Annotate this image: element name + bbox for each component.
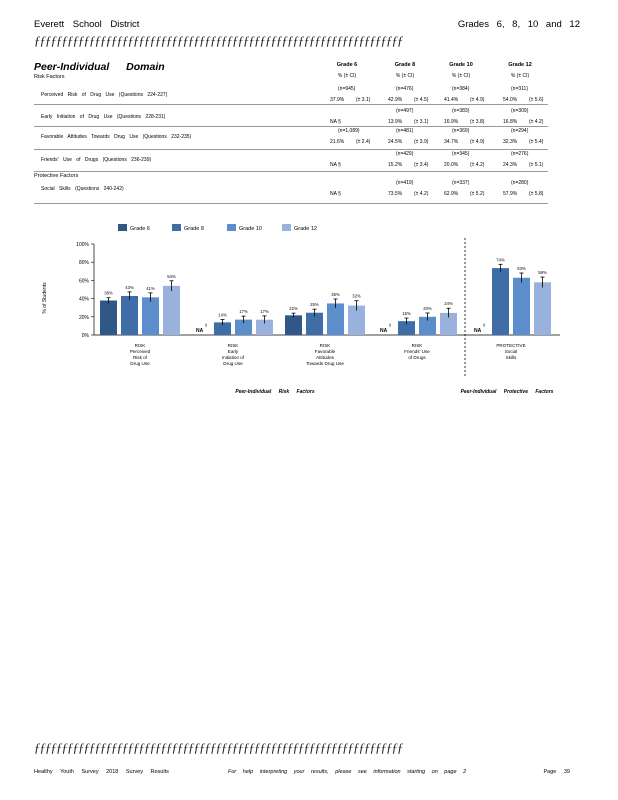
col-grade-12: Grade 12	[508, 62, 532, 68]
cell-n: (n=419)	[396, 180, 414, 186]
cell-n: (n=276)	[511, 151, 529, 157]
legend-swatch	[282, 224, 291, 231]
col-grade-10: Grade 10	[449, 62, 473, 68]
row-label: Perceived Risk of Drug Use (Questions 224-227)	[41, 92, 168, 98]
category-label: Favorable	[314, 349, 336, 354]
legend-label: Grade 10	[239, 226, 262, 232]
y-tick-label: 100%	[76, 242, 89, 248]
bar	[285, 315, 302, 335]
bar	[327, 303, 344, 335]
legend-swatch	[118, 224, 127, 231]
cell-n: (n=309)	[511, 108, 529, 114]
section-label-protective: Peer-Individual Protective Factors	[460, 389, 554, 395]
row-label: Social Skills (Questions 240-242)	[41, 186, 124, 192]
cell-percent: 54.0%	[503, 97, 518, 103]
domain-title: Peer-Individual Domain	[34, 61, 165, 73]
bottom-rule: ƒƒƒƒƒƒƒƒƒƒƒƒƒƒƒƒƒƒƒƒƒƒƒƒƒƒƒƒƒƒƒƒƒƒƒƒƒƒƒƒƒƒƒƒƒƒƒƒƒƒƒƒƒƒƒƒƒƒƒƒƒƒƒƒƒƒƒ	[34, 740, 403, 755]
category-label: RISK	[227, 343, 239, 348]
legend-label: Grade 12	[294, 226, 317, 232]
bar	[492, 268, 509, 335]
cell-percent: 34.7%	[444, 139, 459, 145]
cell-ci: (± 4.9)	[470, 97, 485, 103]
category-label: Initiation of	[221, 355, 245, 360]
bar-value-label: 35%	[331, 291, 340, 297]
category-label: Drug Use	[130, 361, 150, 366]
y-tick-label: 40%	[78, 296, 89, 303]
top-rule: ƒƒƒƒƒƒƒƒƒƒƒƒƒƒƒƒƒƒƒƒƒƒƒƒƒƒƒƒƒƒƒƒƒƒƒƒƒƒƒƒƒƒƒƒƒƒƒƒƒƒƒƒƒƒƒƒƒƒƒƒƒƒƒƒƒƒƒ	[34, 33, 403, 48]
category-label: RISK	[134, 343, 146, 348]
footer-help-text: For help interpreting your results, please see information starting on page 2	[228, 769, 467, 775]
grades-title: Grades 6, 8, 10 and 12	[457, 19, 580, 30]
category-label: Towards Drug Use	[306, 361, 344, 366]
category-label: Social	[504, 349, 518, 354]
y-tick-label: 80%	[78, 260, 89, 267]
col-ci-12: % (± CI)	[510, 73, 530, 79]
category-label: Attitudes	[316, 355, 334, 360]
cell-ci: (± 4.9)	[470, 139, 485, 145]
district-name: Everett School District	[34, 19, 140, 30]
row-divider	[34, 171, 548, 172]
col-ci-10: % (± CI)	[451, 73, 471, 79]
col-grade-8: Grade 8	[394, 62, 416, 68]
cell-n: (n=945)	[338, 86, 356, 92]
cell-ci: (± 3.4)	[414, 162, 429, 168]
bar-value-label: 58%	[538, 270, 547, 276]
bar-value-label: 32%	[352, 293, 361, 299]
bar-value-label: 25%	[310, 302, 319, 308]
row-divider	[34, 126, 548, 127]
cell-percent: 57.9%	[503, 191, 518, 197]
bar-value-label: 20%	[423, 305, 432, 311]
cell-percent: 15.2%	[388, 162, 403, 168]
cell-percent: 62.9%	[444, 191, 459, 197]
category-label: of Drugs	[408, 355, 426, 360]
cell-n: (n=476)	[396, 86, 414, 92]
cell-percent: 32.3%	[503, 139, 518, 145]
cell-n: (n=280)	[511, 180, 529, 186]
category-label: Friends' Use	[404, 349, 430, 354]
row-label: Early Initiation of Drug Use (Questions 228-231)	[41, 114, 166, 120]
category-label: PROTECTIVE	[496, 343, 526, 348]
cell-percent: 21.6%	[330, 139, 345, 145]
cell-percent: 13.9%	[388, 119, 403, 125]
bar-value-label: 38%	[104, 290, 113, 296]
legend-label: Grade 8	[184, 226, 204, 232]
bar-value-label: 17%	[260, 308, 269, 314]
cell-percent: 16.9%	[444, 119, 459, 125]
legend-swatch	[227, 224, 236, 231]
cell-percent: NA §	[330, 191, 341, 197]
cell-n: (n=383)	[452, 108, 470, 114]
y-axis-label: % of Students	[42, 282, 48, 314]
legend-label: Grade 6	[130, 226, 150, 232]
bar-value-label: 43%	[125, 284, 134, 290]
row-label: Friends' Use of Drugs (Questions 236-239)	[41, 157, 152, 163]
cell-percent: 73.5%	[388, 191, 403, 197]
y-tick-label: 60%	[78, 278, 89, 285]
cell-ci: (± 5.6)	[529, 97, 544, 103]
bar	[142, 297, 159, 335]
col-ci-8: % (± CI)	[395, 73, 415, 79]
y-tick-label: 20%	[78, 314, 89, 321]
bar	[100, 301, 117, 335]
bar-value-label: 14%	[218, 312, 227, 318]
row-label: Favorable Attitudes Towards Drug Use (Questions 232-235)	[41, 134, 192, 140]
cell-n: (n=497)	[396, 108, 414, 114]
cell-percent: 37.9%	[330, 97, 345, 103]
row-divider	[34, 203, 548, 204]
bar-value-label: 17%	[239, 309, 248, 315]
col-grade-6: Grade 6	[336, 62, 358, 68]
bar-value-label: 15%	[402, 311, 411, 317]
cell-ci: (± 3.1)	[356, 97, 371, 103]
category-label: Early	[227, 349, 239, 354]
y-tick-label: 0%	[81, 333, 89, 339]
cell-n: (n=369)	[452, 128, 470, 134]
bar-value-label: 63%	[517, 266, 526, 272]
bar-value-label: 41%	[146, 285, 155, 291]
bar	[121, 296, 138, 335]
na-label: NA	[380, 328, 388, 334]
section-label-risk: Peer-Individual Risk Factors	[235, 389, 315, 395]
cell-ci: (± 2.4)	[356, 139, 371, 145]
risk-factors-label: Risk Factors	[34, 74, 65, 80]
na-mark: §	[389, 322, 392, 327]
cell-percent: 41.4%	[444, 97, 459, 103]
footer-survey: Healthy Youth Survey 2018 Survey Results	[34, 769, 169, 775]
cell-percent: NA §	[330, 119, 341, 125]
category-label: RISK	[319, 343, 331, 348]
legend-swatch	[172, 224, 181, 231]
bar	[163, 286, 180, 335]
bar-value-label: 22%	[289, 306, 298, 312]
cell-percent: 24.5%	[388, 139, 403, 145]
cell-n: (n=294)	[511, 128, 529, 134]
cell-n: (n=1,089)	[338, 128, 360, 134]
category-label: Skills	[505, 355, 517, 360]
cell-ci: (± 4.2)	[470, 162, 485, 168]
cell-ci: (± 4.5)	[414, 97, 429, 103]
cell-percent: 20.0%	[444, 162, 459, 168]
cell-ci: (± 3.8)	[470, 119, 485, 125]
protective-factors-label: Protective Factors	[34, 173, 79, 179]
cell-n: (n=311)	[511, 86, 529, 92]
cell-n: (n=345)	[452, 151, 470, 157]
category-label: Perceived	[129, 349, 151, 354]
na-mark: §	[483, 322, 486, 327]
cell-percent: 24.3%	[503, 162, 518, 168]
row-divider	[34, 104, 548, 105]
bar	[534, 282, 551, 335]
cell-percent: NA §	[330, 162, 341, 168]
category-label: Drug Use	[223, 361, 243, 366]
bar-value-label: 24%	[444, 301, 453, 307]
footer-page-number: Page 39	[543, 769, 570, 775]
category-label: RISK	[411, 343, 423, 348]
na-label: NA	[474, 328, 482, 334]
cell-n: (n=429)	[396, 151, 414, 157]
cell-ci: (± 3.1)	[414, 119, 429, 125]
cell-ci: (± 5.8)	[529, 191, 544, 197]
cell-percent: 16.8%	[503, 119, 518, 125]
na-mark: §	[205, 322, 208, 327]
cell-ci: (± 5.1)	[529, 162, 544, 168]
bar	[513, 278, 530, 335]
cell-percent: 42.9%	[388, 97, 403, 103]
bar-value-label: 74%	[496, 257, 505, 263]
bar-chart	[0, 218, 618, 408]
category-label: Risk of	[132, 355, 148, 360]
cell-ci: (± 3.9)	[414, 139, 429, 145]
row-divider	[34, 149, 548, 150]
cell-ci: (± 5.2)	[470, 191, 485, 197]
cell-n: (n=337)	[452, 180, 470, 186]
cell-ci: (± 4.2)	[529, 119, 544, 125]
cell-ci: (± 4.2)	[414, 191, 429, 197]
cell-ci: (± 5.4)	[529, 139, 544, 145]
bar-value-label: 54%	[167, 273, 176, 279]
na-label: NA	[196, 328, 204, 334]
col-ci-6: % (± CI)	[337, 73, 357, 79]
cell-n: (n=481)	[396, 128, 414, 134]
cell-n: (n=384)	[452, 86, 470, 92]
